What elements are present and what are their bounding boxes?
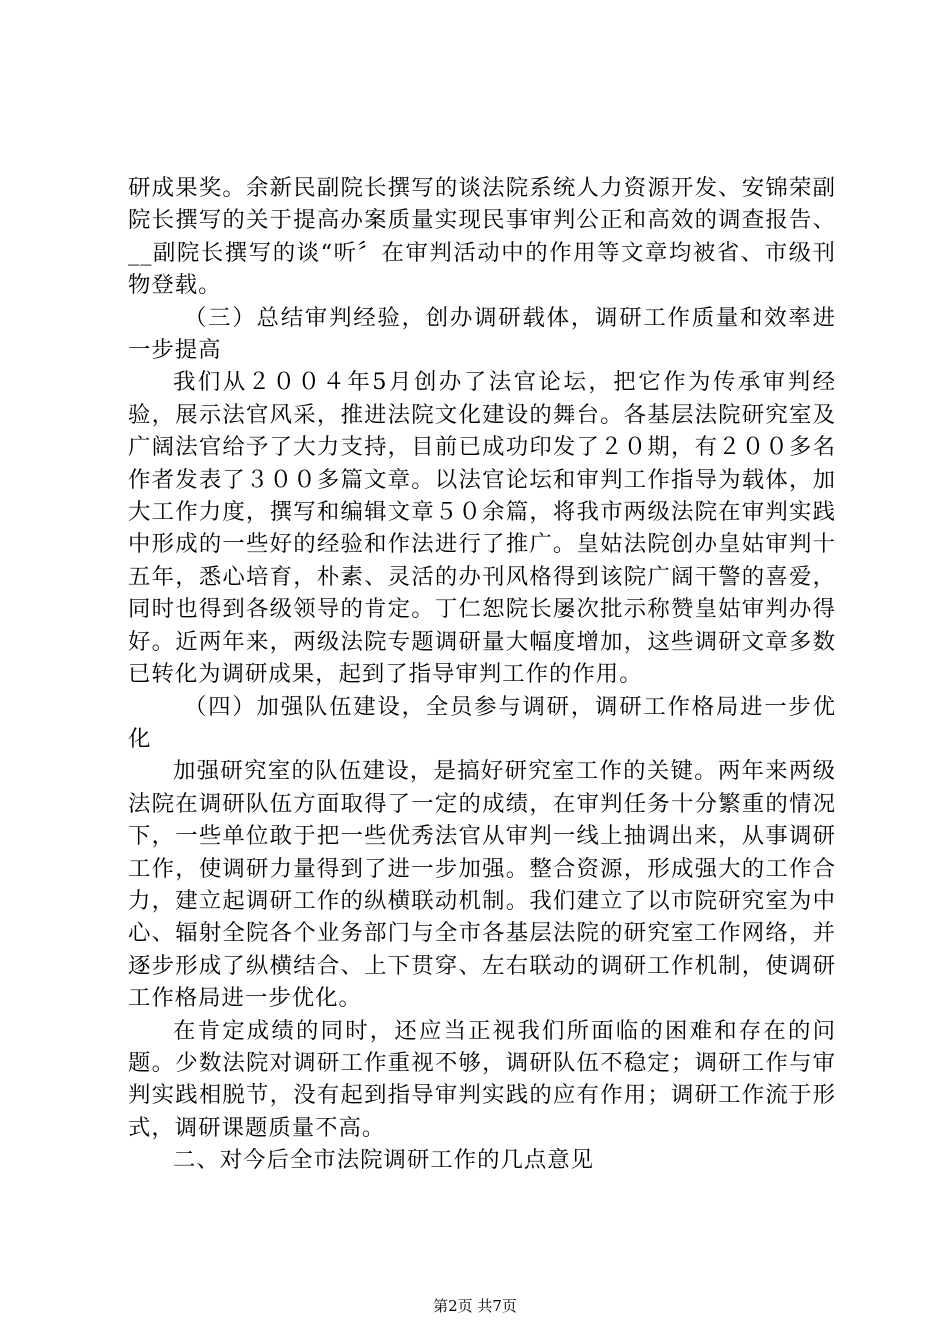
paragraph-problems: 在肯定成绩的同时，还应当正视我们所面临的困难和存在的问题。少数法院对调研工作重视不够，调研队伍不稳定；调研工作与审判实践相脱节，没有起到指导审判实践的应有作用；调研工作流于形式，调研课题质量不高。 — [128, 1017, 836, 1141]
document-body — [128, 172, 836, 1177]
paragraph-team-building: 加强研究室的队伍建设，是搞好研究室工作的关键。两年来两级法院在调研队伍方面取得了一定的成绩，在审判任务十分繁重的情况下，一些单位敢于把一些优秀法官从审判一线上抽调出来，从事调研工作，使调研力量得到了进一步加强。整合资源，形成强大的工作合力，建立起调研工作的纵横联动机制。我们建立了以市院研究室为中心、辐射全院各个业务部门与全市各基层法院的研究室工作网络，并逐步形成了纵横结合、上下贯穿、左右联动的调研工作机制，使调研工作格局进一步优化。 — [128, 758, 836, 1012]
section-heading-four: （四）加强队伍建设，全员参与调研，调研工作格局进一步优化 — [128, 693, 836, 752]
paragraph-judges-forum: 我们从２００４年5月创办了法官论坛，把它作为传承审判经验，展示法官风采，推进法院文化建设的舞台。各基层法院研究室及广阔法官给予了大力支持，目前已成功印发了２０期，有２００多名作者发表了３００多篇文章。以法官论坛和审判工作指导为载体，加大工作力度，撰写和编辑文章５０余篇，将我市两级法院在审判实践中形成的一些好的经验和作法进行了推广。皇姑法院创办皇姑审判十五年，悉心培育，朴素、灵活的办刊风格得到该院广阔干警的喜爱，同时也得到各级领导的肯定。丁仁恕院长屡次批示称赞皇姑审判办得好。近两年来，两级法院专题调研量大幅度增加，这些调研文章多数已转化为调研成果，起到了指导审判工作的作用。 — [128, 369, 836, 688]
paragraph-continuation: 研成果奖。余新民副院长撰写的谈法院系统人力资源开发、安锦荣副院长撰写的关于提高办案质量实现民事审判公正和高效的调查报告、__副院长撰写的谈“听〞在审判活动中的作用等文章均被省、市级刊物登载。 — [128, 175, 836, 299]
page-footer: 第2页 共7页 — [433, 1297, 517, 1315]
section-heading-three: （三）总结审判经验，创办调研载体，调研工作质量和效率进一步提高 — [128, 304, 836, 364]
section-heading-two: 二、对今后全市法院调研工作的几点意见 — [173, 1147, 595, 1174]
